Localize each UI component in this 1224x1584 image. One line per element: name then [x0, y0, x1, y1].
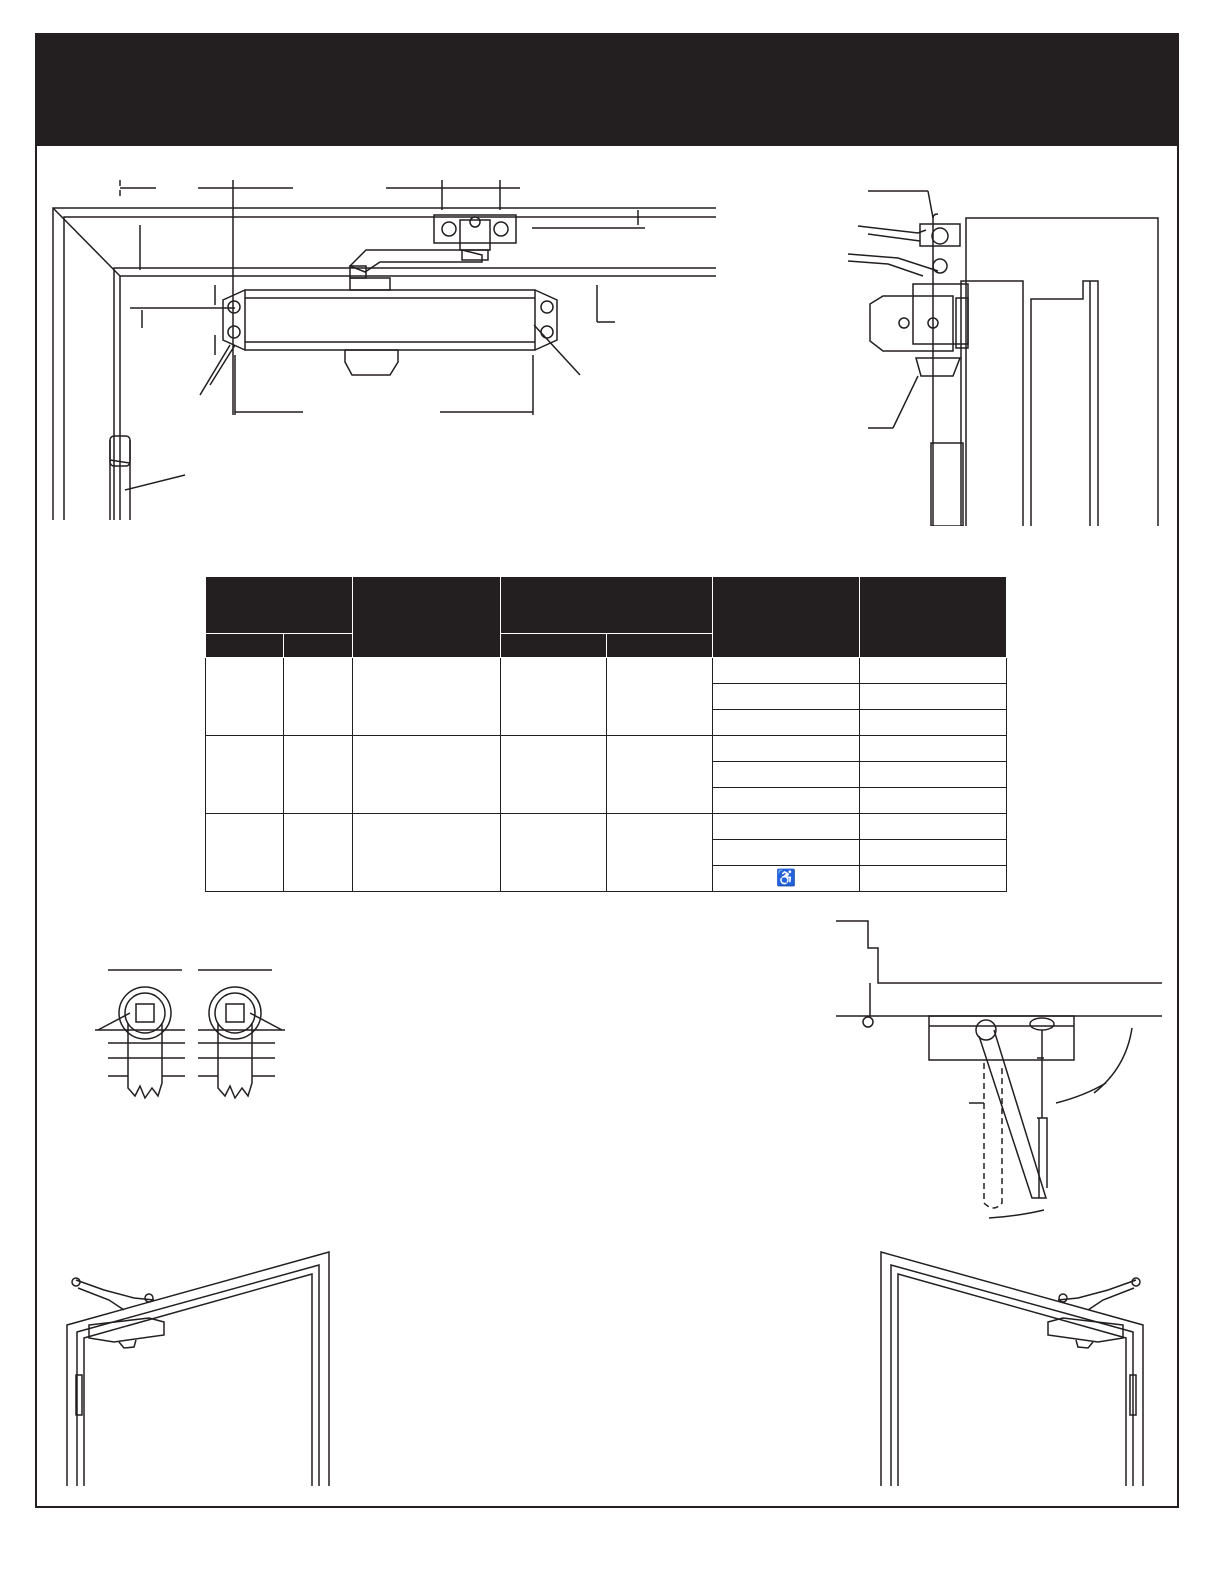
table-header-door-width [206, 577, 353, 634]
cell-weight-a [501, 814, 607, 892]
arm-orientation-detail-diagram [90, 968, 290, 1108]
cell-value [860, 840, 1007, 866]
cell-value [860, 788, 1007, 814]
table-header-application [353, 577, 501, 658]
cell-setting [713, 840, 860, 866]
door-perspective-right-diagram [878, 1250, 1148, 1488]
cell-setting [713, 710, 860, 736]
table-subheader-a [206, 634, 284, 658]
cell-application [353, 658, 501, 736]
cell-weight-b [607, 736, 713, 814]
cell-weight-a [501, 658, 607, 736]
cell-setting [713, 788, 860, 814]
closer-mounting-elevation-diagram [50, 180, 730, 525]
cell-setting [713, 866, 860, 892]
cell-setting [713, 736, 860, 762]
table-header-value [860, 577, 1007, 658]
table-subheader-d [607, 634, 713, 658]
table-header-door-weight [501, 577, 713, 634]
table-subheader-c [501, 634, 607, 658]
cell-value [860, 866, 1007, 892]
cell-value [860, 684, 1007, 710]
cell-width-b [284, 658, 353, 736]
cell-value [860, 658, 1007, 684]
cell-value [860, 814, 1007, 840]
cell-weight-b [607, 814, 713, 892]
arm-plan-view-diagram [834, 918, 1164, 1228]
cell-setting [713, 762, 860, 788]
table-subheader-b [284, 634, 353, 658]
cell-setting [713, 814, 860, 840]
table-row [206, 736, 1007, 762]
cell-width-a [206, 736, 284, 814]
spec-table [205, 576, 1007, 892]
table-header-setting [713, 577, 860, 658]
cell-value [860, 710, 1007, 736]
cell-setting [713, 684, 860, 710]
header-bar [35, 33, 1179, 146]
cell-setting [713, 658, 860, 684]
cell-value [860, 762, 1007, 788]
cell-width-b [284, 814, 353, 892]
cell-weight-a [501, 736, 607, 814]
door-perspective-left-diagram [64, 1250, 334, 1488]
closer-side-section-diagram [828, 186, 1163, 526]
cell-value [860, 736, 1007, 762]
cell-application [353, 736, 501, 814]
cell-weight-b [607, 658, 713, 736]
table-row [206, 814, 1007, 840]
wheelchair-icon: ♿ [776, 869, 796, 887]
cell-width-a [206, 814, 284, 892]
cell-width-a [206, 658, 284, 736]
cell-width-b [284, 736, 353, 814]
table-row [206, 658, 1007, 684]
cell-application [353, 814, 501, 892]
